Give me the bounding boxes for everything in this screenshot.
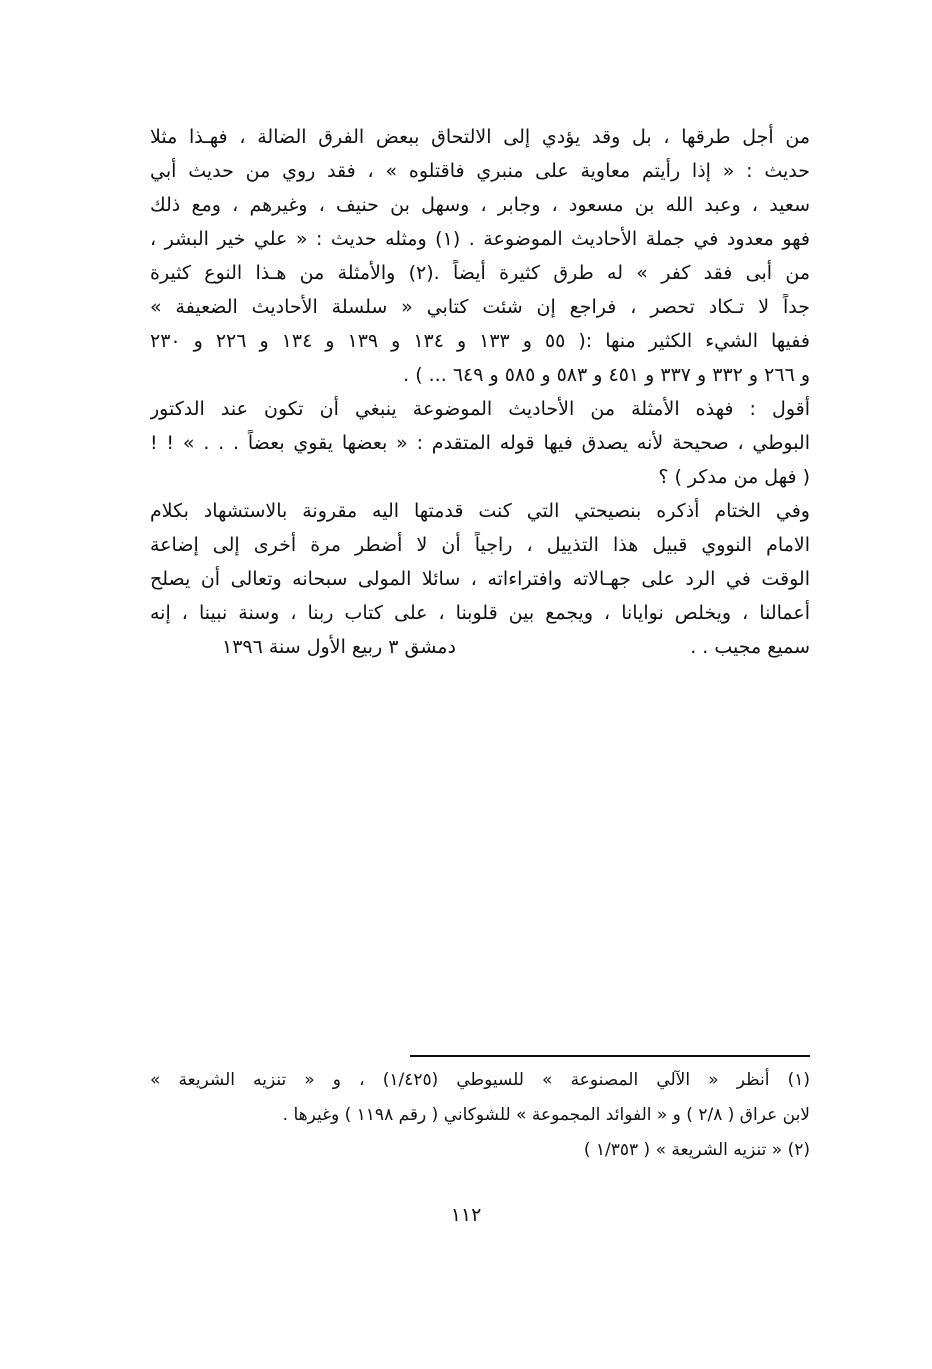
text-line: ( فهل من مدكر ) ؟ bbox=[658, 466, 810, 488]
footnote-divider bbox=[410, 1055, 810, 1057]
text-line: و ٢٦٦ و ٣٣٢ و ٣٣٧ و ٤٥١ و ٥٨٣ و ٥٨٥ و ٦٤٩ ... ) . bbox=[403, 364, 810, 386]
text-line: الوقت في الرد على جهـالاته وافتراءاته ، سائلا المولى سبحانه وتعالى أن يصلح bbox=[150, 568, 810, 590]
footnote-line: (٢) « تنزيه الشريعة » ( ١/٣٥٣ ) bbox=[583, 1140, 810, 1160]
text-line: وفي الختام أذكره بنصيحتي التي كنت قدمتها اليه مقرونة بالاستشهاد بكلام bbox=[150, 500, 810, 522]
text-line: حديث : « إذا رأيتم معاوية على منبري فاقتلوه » ، فقد روي من حديث أبي bbox=[150, 160, 810, 182]
footnote-line: لابن عراق ( ٢/٨ ) و « الفوائد المجموعة » للشوكاني ( رقم ١١٩٨ ) وغيرها . bbox=[282, 1105, 810, 1125]
text-line: الامام النووي قبيل هذا التذييل ، راجياً أن لا أضطر مرة أخرى إلى إضاعة bbox=[150, 534, 810, 556]
text-line: البوطي ، صحيحة لأنه يصدق فيها قوله المتقدم : « بعضها يقوي بعضاً . . . » ! ! bbox=[150, 432, 810, 454]
text-line: فهو معدود في جملة الأحاديث الموضوعة . (١) ومثله حديث : « علي خير البشر ، bbox=[150, 228, 810, 250]
text-line: سعيد ، وعبد الله بن مسعود ، وجابر ، وسهل بن حنيف ، وغيرهم ، ومع ذلك bbox=[150, 194, 810, 216]
text-line: من أجل طرقها ، بل وقد يؤدي إلى الالتحاق ببعض الفرق الضالة ، فهـذا مثلا bbox=[150, 126, 810, 148]
footnote-line: (١) أنظر « الآلي المصنوعة » للسيوطي (١/٤٢٥) ، و « تنزيه الشريعة » bbox=[150, 1070, 810, 1090]
closing-text: سميع مجيب . . bbox=[690, 636, 810, 658]
text-line: جداً لا تـكاد تحصر ، فراجع إن شئت كتابي « سلسلة الأحاديث الضعيفة » bbox=[150, 296, 810, 318]
text-line: ففيها الشيء الكثير منها :( ٥٥ و ١٣٣ و ١٣٤ و ١٣٩ و ١٣٤ و ٢٢٦ و ٢٣٠ bbox=[150, 330, 810, 352]
text-line: من أبى فقد كفر » له طرق كثيرة أيضاً .(٢) والأمثلة من هـذا النوع كثيرة bbox=[150, 262, 810, 284]
place-date: دمشق ٣ ربيع الأول سنة ١٣٩٦ bbox=[222, 636, 456, 658]
closing-line bbox=[150, 634, 810, 668]
main-text-block bbox=[150, 124, 810, 668]
page-number: ١١٢ bbox=[450, 1204, 482, 1226]
footnotes-block bbox=[150, 1068, 810, 1173]
text-line: أقول : فهذه الأمثلة من الأحاديث الموضوعة ينبغي أن تكون عند الدكتور bbox=[150, 398, 810, 420]
text-line: أعمالنا ، ويخلص نوايانا ، ويجمع بين قلوبنا ، على كتاب ربنا ، وسنة نبينا ، إنه bbox=[150, 602, 810, 624]
